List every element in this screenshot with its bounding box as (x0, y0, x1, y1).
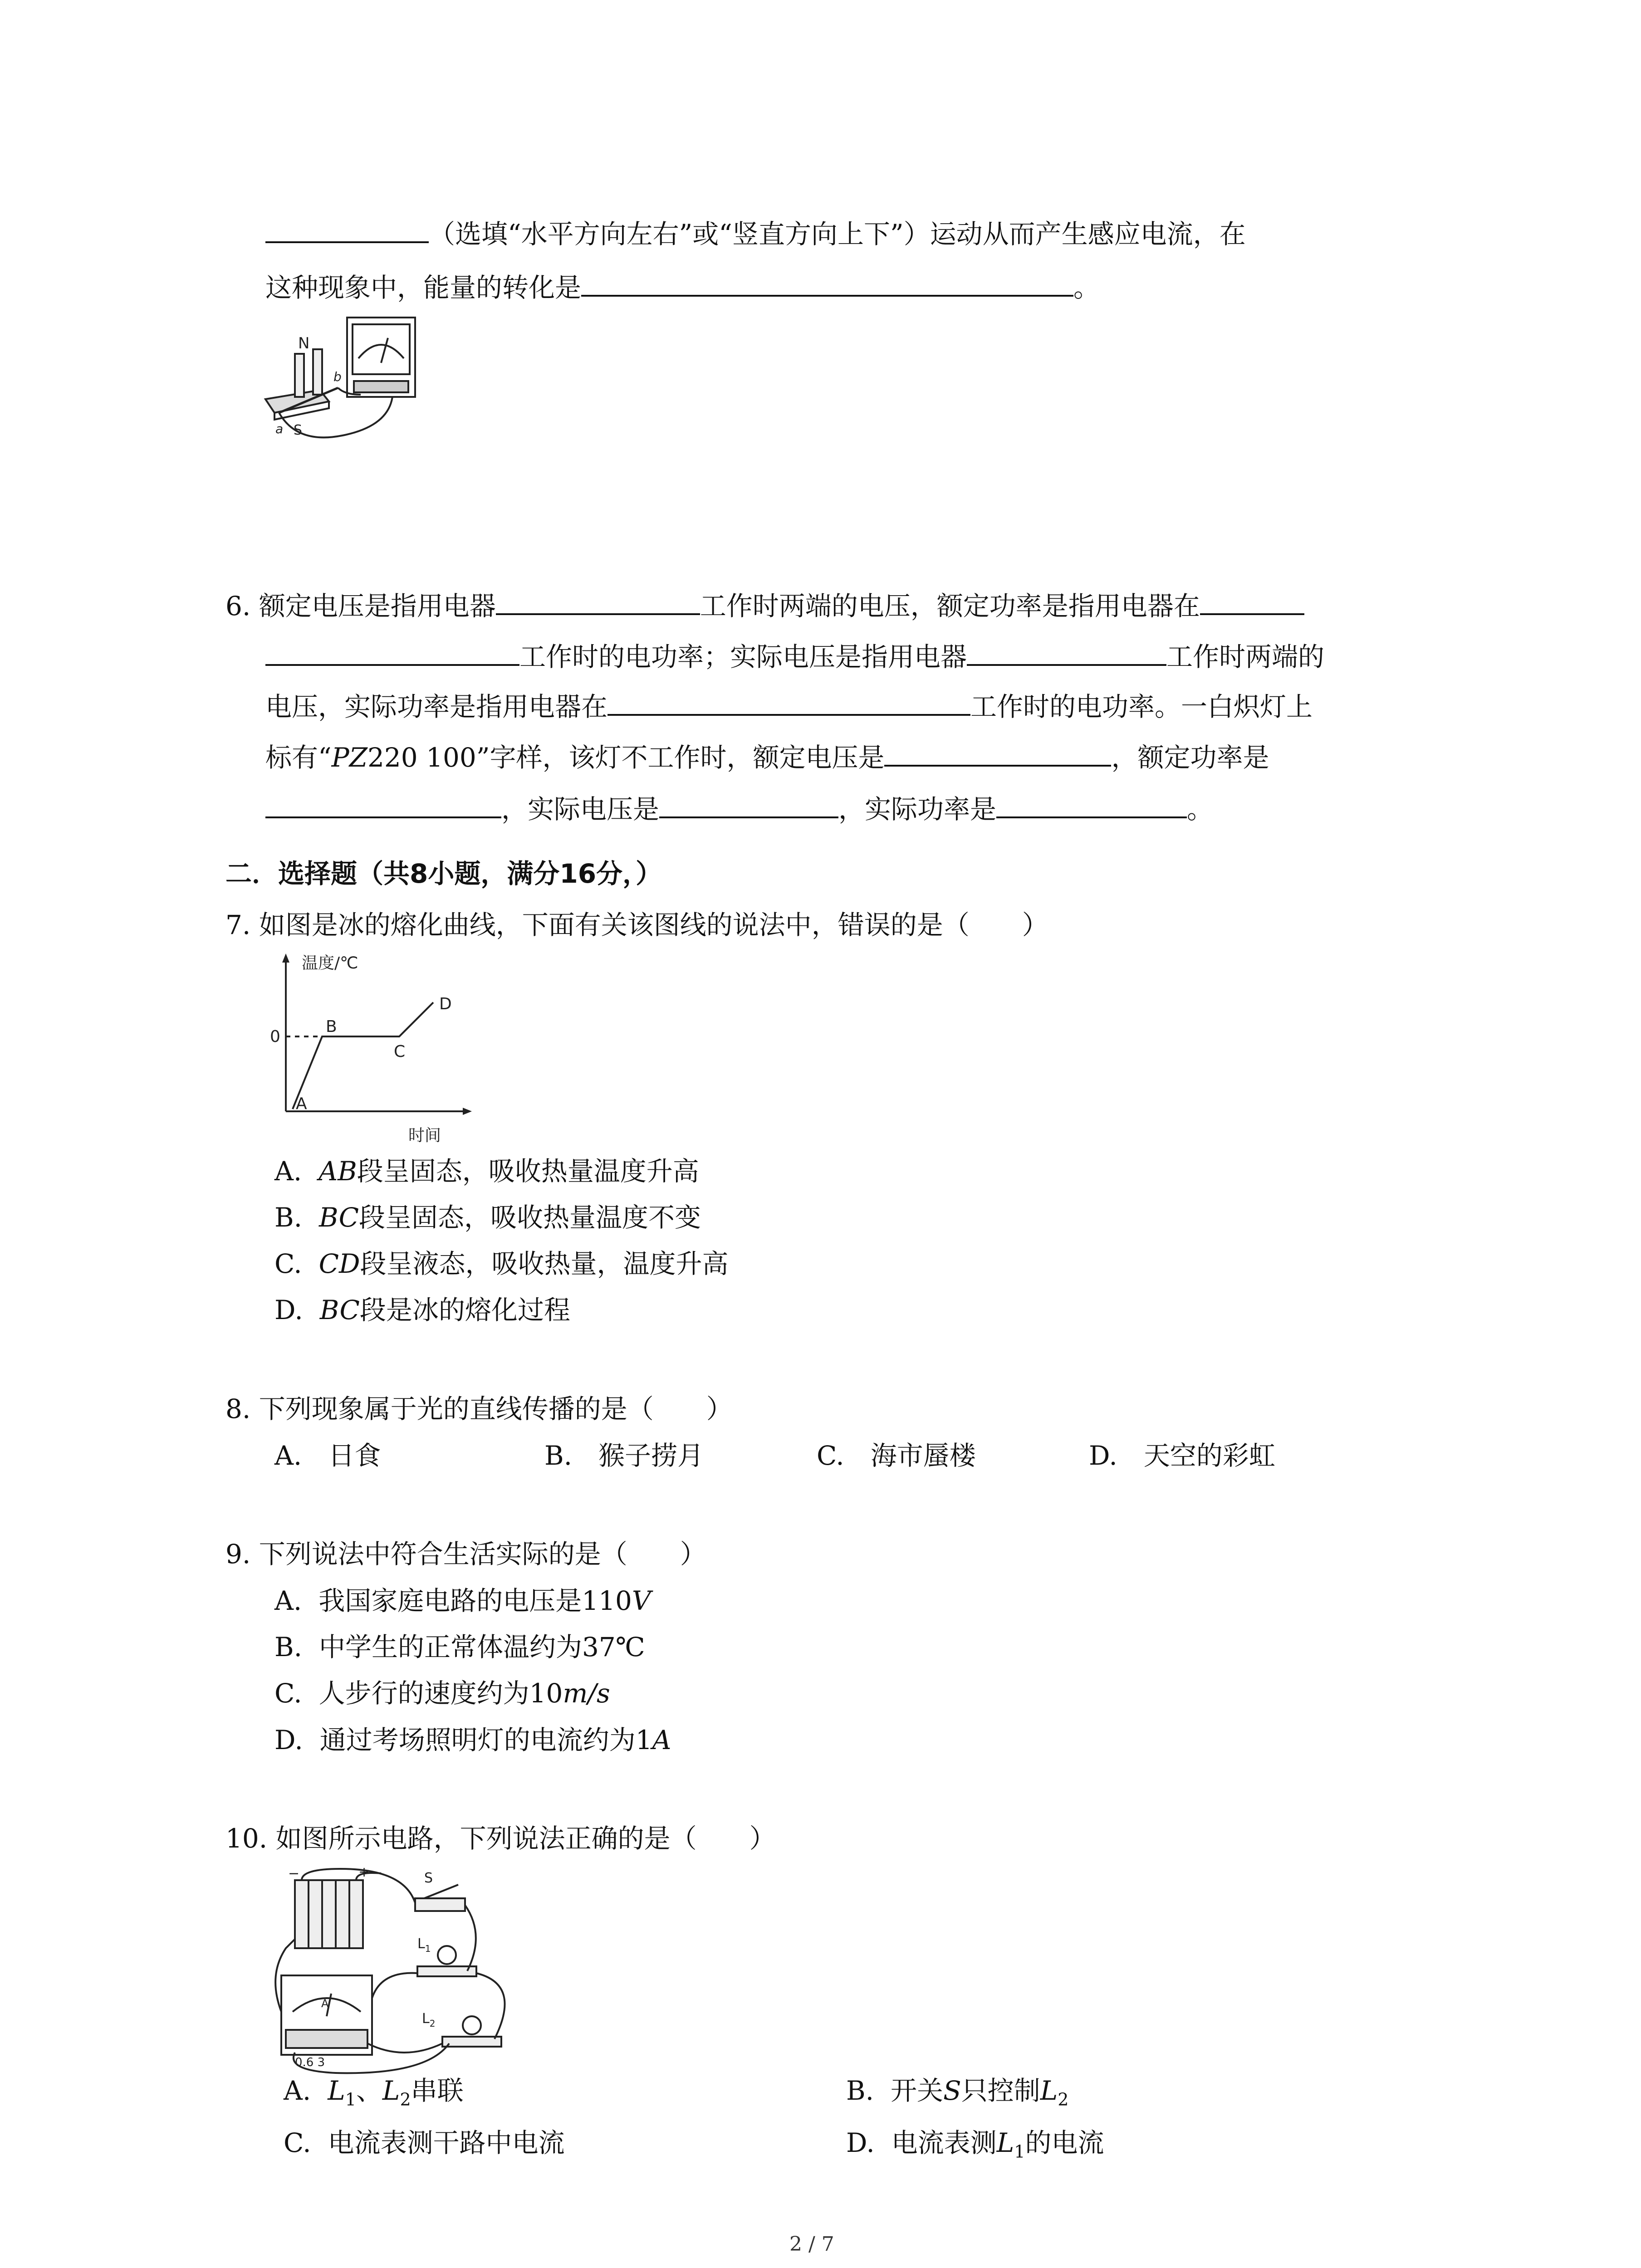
q7-option-b[interactable]: B. BC段呈固态，吸收热量温度不变 (274, 1202, 701, 1233)
q10-stem: 10. 如图所示电路，下列说法正确的是（ ） (225, 1823, 776, 1854)
q8-stem: 8. 下列现象属于光的直线传播的是（ ） (225, 1393, 733, 1424)
q9-option-a[interactable]: A. 我国家庭电路的电压是110V (274, 1585, 651, 1616)
q6-blank-4[interactable] (607, 689, 970, 716)
q6-blank-5[interactable] (884, 739, 1111, 767)
q6-line-2: 工作时的电功率；实际电压是指用电器 工作时两端的 (265, 639, 1324, 673)
q5-label-a: a (275, 421, 284, 436)
q7-option-a[interactable]: A. AB段呈固态，吸收热量温度升高 (274, 1156, 699, 1187)
q10-option-d[interactable]: D. 电流表测$L_1$的电流 (846, 2127, 1104, 2162)
q10-option-a[interactable]: A. $L_1$、$L_2$串联 (284, 2075, 464, 2110)
q8-option-d[interactable]: D. 天空的彩虹 (1089, 1440, 1275, 1471)
q7-stem: 7. 如图是冰的熔化曲线，下面有关该图线的说法中，错误的是（ ） (225, 909, 1048, 940)
q7-y-label: 温度/℃ (302, 954, 358, 973)
q9-option-d[interactable]: D. 通过考场照明灯的电流约为1A (274, 1725, 671, 1755)
q7-option-d[interactable]: D. BC段是冰的熔化过程 (274, 1295, 570, 1325)
q5-line-1: （选填“水平方向左右”或“竖直方向上下”）运动从而产生感应电流，在 (265, 216, 1246, 250)
q7-zero-label: 0 (270, 1027, 280, 1046)
q10-battery-plus: + (358, 1864, 370, 1880)
section-2-heading: 二．选择题（共8小题，满分16分，） (225, 858, 662, 889)
q5-pole-s: S (294, 422, 303, 438)
q10-battery-minus: − (288, 1866, 300, 1882)
q10-l1-label: $L_1$ (417, 1936, 431, 1954)
q6-blank-2b[interactable] (265, 639, 519, 666)
q6-blank-8[interactable] (996, 791, 1187, 818)
q7-point-b: B (326, 1017, 337, 1036)
q7-option-c[interactable]: C. CD段呈液态，吸收热量，温度升高 (274, 1248, 729, 1279)
q10-option-c[interactable]: C. 电流表测干路中电流 (284, 2127, 565, 2158)
q10-ammeter-a: A (321, 1997, 329, 2010)
q6-blank-7[interactable] (659, 791, 838, 818)
q7-curve (293, 1002, 433, 1109)
q7-melting-chart (268, 953, 476, 1148)
q10-range-label: 0.6 3 (295, 2056, 325, 2069)
q5-induction-figure (252, 313, 424, 449)
q5-blank-1[interactable] (265, 216, 429, 243)
q10-l2-label: $L_2$ (422, 2011, 436, 2029)
q8-option-a[interactable]: A. 日食 (274, 1440, 381, 1471)
q10-circuit-figure (268, 1862, 522, 2080)
q6-blank-2[interactable] (1200, 588, 1304, 615)
q10-switch-label: S (424, 1870, 433, 1886)
q6-blank-1[interactable] (496, 588, 700, 615)
q7-point-a: A (296, 1095, 307, 1113)
q6-line-1: 6. 额定电压是指用电器 工作时两端的电压，额定功率是指用电器在 (225, 588, 1304, 622)
q9-option-c[interactable]: C. 人步行的速度约为10m/s (274, 1678, 610, 1709)
q5-line-2: 这种现象中，能量的转化是 。 (265, 269, 1100, 304)
q10-option-b[interactable]: B. 开关S只控制$L_2$ (846, 2075, 1069, 2110)
q6-line-4: 标有“PZ220 100”字样，该灯不工作时，额定电压是 ，额定功率是 (265, 739, 1269, 774)
q8-option-b[interactable]: B. 猴子捞月 (544, 1440, 704, 1471)
q7-point-d: D (439, 995, 452, 1013)
q6-line-5: ，实际电压是 ，实际功率是 。 (265, 791, 1213, 826)
q9-option-b[interactable]: B. 中学生的正常体温约为37℃ (274, 1632, 645, 1662)
q6-blank-6[interactable] (265, 791, 501, 818)
page-number: 2 / 7 (789, 2233, 834, 2256)
q6-blank-3[interactable] (967, 639, 1166, 666)
q7-point-c: C (394, 1042, 406, 1061)
q6-line-3: 电压，实际功率是指用电器在 工作时的电功率。一白炽灯上 (265, 689, 1313, 723)
q5-label-b: b (333, 369, 342, 384)
q5-pole-n: N (298, 334, 310, 352)
q9-stem: 9. 下列说法中符合生活实际的是（ ） (225, 1539, 706, 1569)
q7-x-label: 时间 (408, 1126, 441, 1145)
q5-blank-2[interactable] (581, 269, 1073, 297)
q8-option-c[interactable]: C. 海市蜃楼 (817, 1440, 976, 1471)
